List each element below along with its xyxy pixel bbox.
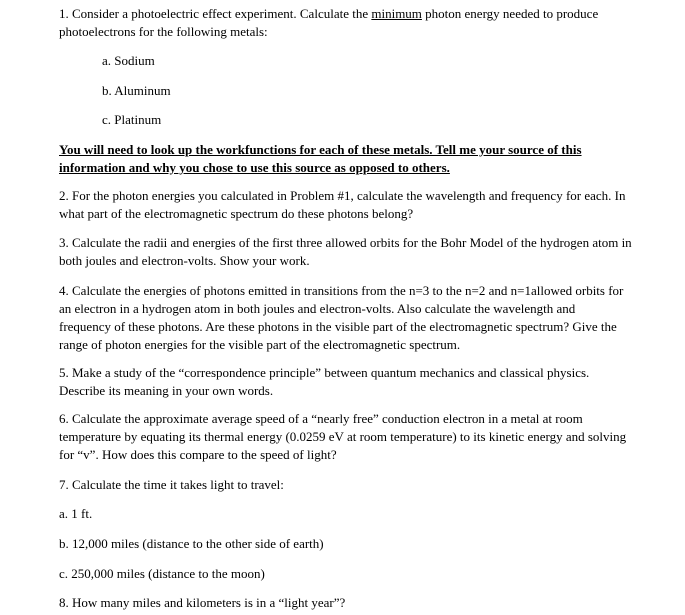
question-1-item-a: a. Sodium [102,53,155,68]
question-1-item-b: b. Aluminum [102,83,171,98]
question-3: 3. Calculate the radii and energies of the first three allowed orbits for the Bohr Model of the hydrogen atom in both joules and electron-volts. Show your work. [59,235,632,268]
question-7-item-a: a. 1 ft. [59,506,93,521]
question-6: 6. Calculate the approximate average speed of a “nearly free” conduction electron in a metal at room temperature by equating its thermal energy (0.0259 eV at room temperature) to its kinetic energy and solving for “v”. How does this compare to the speed of light? [59,411,627,462]
question-8: 8. How many miles and kilometers is in a “light year”? [59,595,346,610]
question-1-item-c: c. Platinum [102,112,162,127]
question-1-underlined: minimum [371,6,422,21]
question-5: 5. Make a study of the “correspondence principle” between quantum mechanics and classical physics. Describe its meaning in your own words. [59,365,590,398]
question-7-item-b: b. 12,000 miles (distance to the other side of earth) [59,536,324,551]
question-4: 4. Calculate the energies of photons emitted in transitions from the n=3 to the n=2 and n=1allowed orbits for an electron in a hydrogen atom in both joules and electron-volts. Also calculate the wavelength and frequency of these photons. Are these photons in the visible part of the electromagnetic spectrum? Give the range of photon energies for the visible part of the electromagnetic spectrum. [59,283,624,352]
question-1 [59,5,639,41]
question-1-suffix: photon energy needed to produce photoelectrons for the following metals: [59,6,599,39]
question-2: 2. For the photon energies you calculated in Problem #1, calculate the wavelength and frequency for each. In what part of the electromagnetic spectrum do these photons belong? [59,188,626,221]
question-7-item-c: c. 250,000 miles (distance to the moon) [59,566,265,581]
question-1-note: You will need to look up the workfunctions for each of these metals. Tell me your source of this information and why you chose to use this source as opposed to others. [59,142,582,175]
question-1-prefix: 1. Consider a photoelectric effect experiment. Calculate the [59,6,372,21]
question-7: 7. Calculate the time it takes light to travel: [59,477,284,492]
